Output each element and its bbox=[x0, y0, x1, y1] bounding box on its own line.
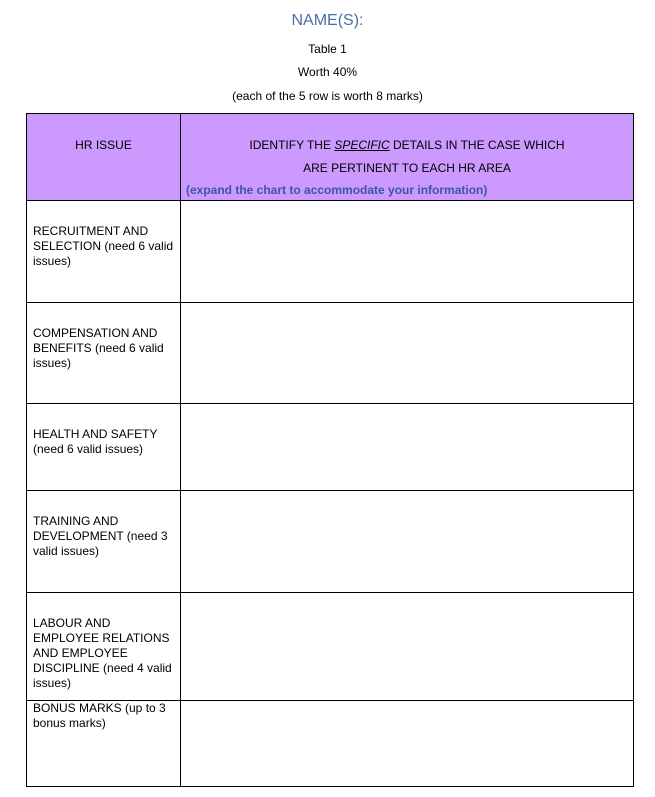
details-header-pre: IDENTIFY THE bbox=[249, 138, 335, 152]
details-header bbox=[181, 114, 634, 201]
details-header-line1 bbox=[181, 114, 633, 152]
issue-text: TRAINING AND DEVELOPMENT (need 3 valid issues) bbox=[33, 514, 168, 558]
issue-cell bbox=[27, 701, 181, 787]
expand-instruction: (expand the chart to accommodate your information) bbox=[186, 183, 488, 197]
details-header-post: DETAILS IN THE CASE WHICH bbox=[389, 138, 565, 152]
issue-text: BONUS MARKS (up to 3 bonus marks) bbox=[33, 701, 166, 730]
details-cell[interactable] bbox=[181, 491, 634, 593]
details-header-line2: ARE PERTINENT TO EACH HR AREA bbox=[303, 161, 511, 175]
details-header-specific: SPECIFIC bbox=[334, 138, 390, 152]
issue-cell bbox=[27, 201, 181, 303]
table-row bbox=[27, 593, 634, 701]
worth-label: Worth 40% bbox=[297, 65, 358, 79]
table-row bbox=[27, 201, 634, 303]
table-row bbox=[27, 491, 634, 593]
hr-issue-header bbox=[27, 114, 181, 201]
table-row bbox=[27, 701, 634, 787]
names-label: NAME(S): bbox=[291, 12, 364, 29]
issue-cell bbox=[27, 404, 181, 491]
issue-cell bbox=[27, 303, 181, 404]
issue-cell bbox=[27, 593, 181, 701]
marks-note: (each of the 5 row is worth 8 marks) bbox=[232, 89, 423, 103]
details-cell[interactable] bbox=[181, 201, 634, 303]
table-row bbox=[27, 303, 634, 404]
details-cell[interactable] bbox=[181, 593, 634, 701]
details-cell[interactable] bbox=[181, 303, 634, 404]
issue-text: COMPENSATION AND BENEFITS (need 6 valid issues) bbox=[33, 326, 164, 370]
hr-issues-table bbox=[26, 113, 634, 787]
details-cell[interactable] bbox=[181, 701, 634, 787]
issue-text: LABOUR AND EMPLOYEE RELATIONS AND EMPLOYEE DISCIPLINE (need 4 valid issues) bbox=[33, 616, 172, 690]
details-cell[interactable] bbox=[181, 404, 634, 491]
issue-text: HEALTH AND SAFETY (need 6 valid issues) bbox=[33, 427, 158, 456]
table-label: Table 1 bbox=[308, 42, 347, 56]
issue-cell bbox=[27, 491, 181, 593]
issue-text: RECRUITMENT AND SELECTION (need 6 valid issues) bbox=[33, 224, 174, 268]
hr-issue-header-text: HR ISSUE bbox=[75, 138, 132, 152]
table-header-row bbox=[27, 114, 634, 201]
table-row bbox=[27, 404, 634, 491]
